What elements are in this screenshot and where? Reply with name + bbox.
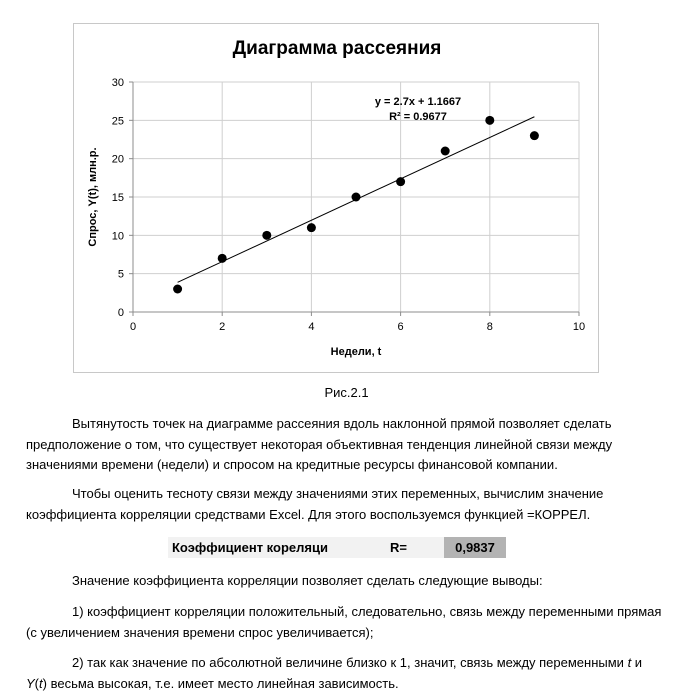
paragraph-2 bbox=[26, 484, 666, 525]
y-tick-label: 15 bbox=[111, 192, 124, 204]
y-tick-label: 0 bbox=[117, 307, 124, 319]
correlation-table bbox=[168, 537, 506, 558]
data-point bbox=[396, 177, 405, 186]
y-tick-label: 20 bbox=[111, 153, 124, 166]
variable-t: t bbox=[627, 655, 632, 670]
paragraph-3-text: Значение коэффициента корреляции позволяет сделать следующие выводы: bbox=[72, 573, 543, 588]
y-tick-label: 25 bbox=[111, 115, 124, 128]
trendline-equation: y = 2.7x + 1.1667 bbox=[374, 96, 462, 108]
x-tick-label: 4 bbox=[308, 321, 315, 333]
paragraph-5 bbox=[26, 653, 666, 694]
paragraph-4 bbox=[26, 602, 666, 643]
paragraph-1-text: Вытянутость точек на диаграмме рассеяния вдоль наклонной прямой позволяет сделать предположение о том, что существует некоторая объективная тенденция линейной связи между значениями времени (недели) и спросом на кредитные ресурсы финансовой компании. bbox=[26, 416, 613, 472]
chart-title: Диаграмма рассеяния bbox=[232, 38, 442, 59]
chart-plot-area bbox=[74, 24, 600, 374]
paragraph-5-text-b: ) весьма высокая, т.е. имеет место линейная зависимость. bbox=[42, 675, 399, 691]
x-axis-label: Недели, t bbox=[330, 346, 382, 358]
correlation-value: 0,9837 bbox=[444, 537, 506, 558]
data-point bbox=[485, 116, 494, 125]
x-tick-label: 10 bbox=[572, 321, 586, 333]
x-tick-label: 6 bbox=[397, 321, 404, 333]
paragraph-2-text: Чтобы оценить тесноту связи между значениями этих переменных, вычислим значение коэффициента корреляции средствами Excel. Для этого воспользуемся функцией =КОРРЕЛ. bbox=[26, 486, 604, 522]
data-point bbox=[352, 193, 361, 202]
data-point bbox=[530, 131, 539, 140]
variable-t-2: t bbox=[39, 675, 43, 691]
data-point bbox=[441, 147, 450, 156]
paragraph-4-text: 1) коэффициент корреляции положительный, следовательно, связь между переменными прямая (с увеличением значения времени спрос увеличивается); bbox=[26, 604, 662, 640]
y-axis-label: Спрос, Y(t), млн.р. bbox=[87, 147, 99, 247]
paragraph-3 bbox=[26, 571, 666, 592]
paragraph-1 bbox=[26, 414, 666, 476]
correlation-symbol: R= bbox=[386, 537, 444, 558]
y-tick-label: 10 bbox=[111, 230, 124, 243]
paragraph-5-paren: ( bbox=[34, 675, 40, 691]
data-point bbox=[262, 231, 271, 240]
table-row bbox=[168, 537, 506, 558]
correlation-label: Коэффициент кореляци bbox=[168, 537, 386, 558]
data-point bbox=[173, 285, 182, 294]
y-tick-label: 30 bbox=[111, 77, 124, 89]
r-squared-label: R² = 0.9677 bbox=[389, 111, 447, 123]
scatter-chart bbox=[73, 23, 599, 373]
y-tick-label: 5 bbox=[117, 268, 124, 281]
paragraph-5-and: и bbox=[631, 655, 643, 670]
x-tick-label: 8 bbox=[486, 321, 493, 333]
figure-caption: Рис.2.1 bbox=[324, 385, 369, 400]
data-point bbox=[218, 254, 227, 263]
x-tick-label: 2 bbox=[219, 321, 226, 333]
variable-y: Y bbox=[26, 675, 35, 691]
paragraph-5-text-a: 2) так как значение по абсолютной величине близко к 1, значит, связь между переменными bbox=[72, 655, 628, 670]
x-tick-label: 0 bbox=[129, 321, 137, 333]
data-point bbox=[307, 223, 316, 232]
